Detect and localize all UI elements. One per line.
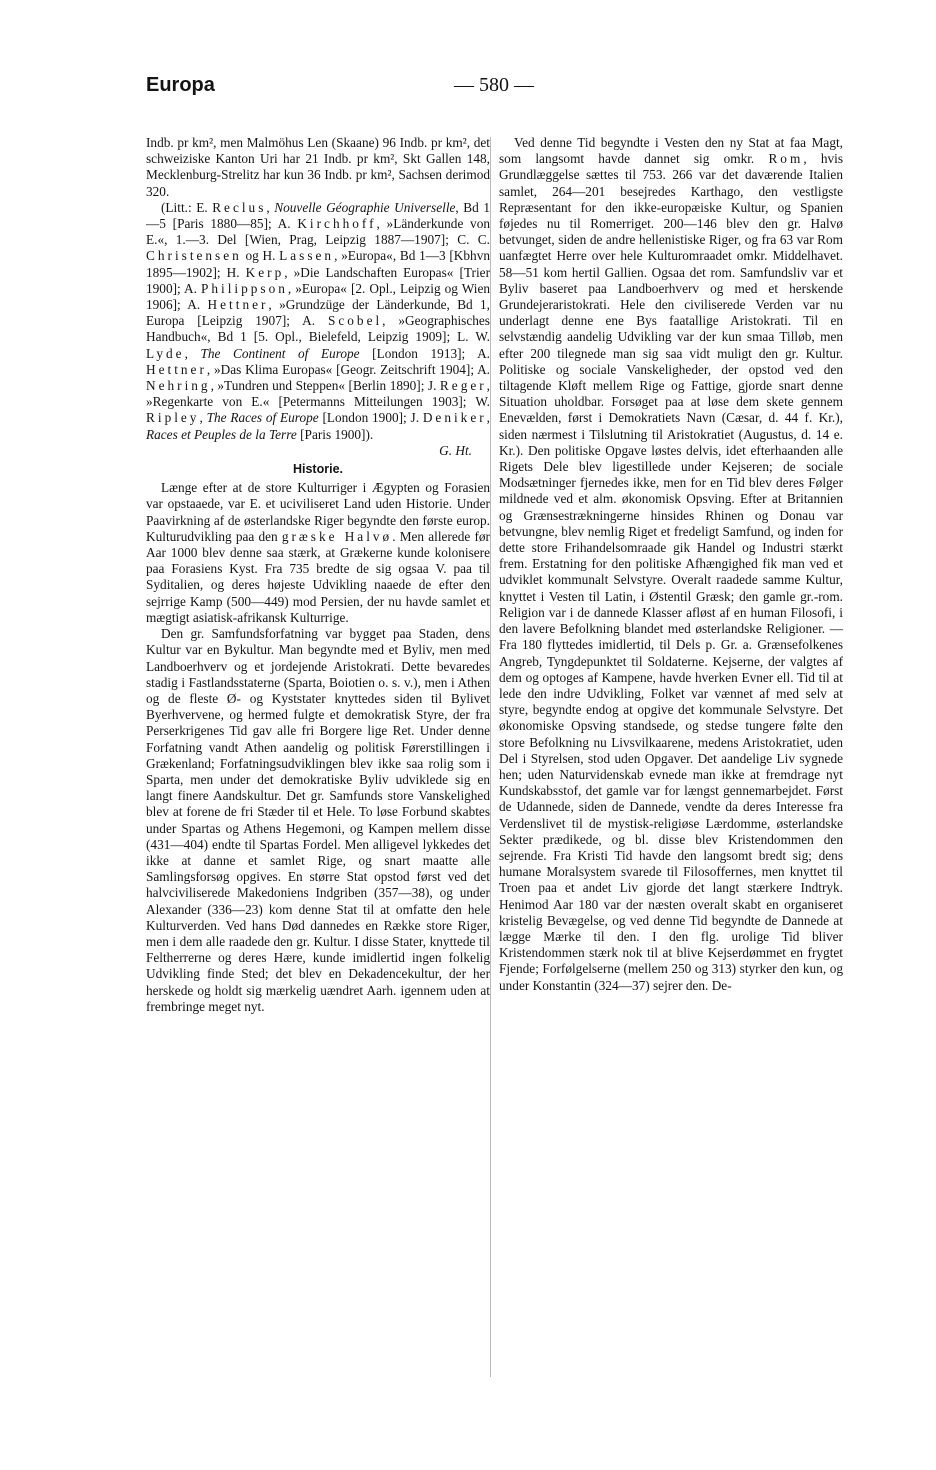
column-divider <box>490 137 491 1377</box>
lit-author: Scobel <box>327 313 383 329</box>
text-run: , hvis Grundlæggelse sættes til 753. 266 var det daværende Italien samlet, 264—201 besejredes Karthago, den vestligste Repræsentant for den ikke-europæiske Kultur, og Spanien føjedes nu til Romerriget. 200—146 blev den gr. Halvø betvunget, siden de andre hellenistiske Riger, og fra 63 var Rom uanfægtet Herre over hele Kulturomraadet omkr. Middelhavet. 58—51 kom hertil Gallien. Ogsaa det rom. Samfundsliv var et Byliv baseret paa Landboerhverv og med et herskende Grundejeraristokrati. Hele den civiliserede Verden var nu underlagt denne ene Bys faatallige Aristokrati. Til en selvstændig aandelig Udvikling var der kun smaa Tilløb, men efter 200 tilegnede man sig saa vidt muligt den gr. Kultur. Politiske og sociale Vanskeligheder, der opstod ved den tiltagende Kløft mellem Rige og Fattige, gjorde snart denne Situation uholdbar. Forsøget paa at løse dem skete gennem Enevælden, først i Demokratiets Navn (Cæsar, d. 44 f. Kr.), siden nærmest i Tilslutning til Aristokratiet (Augustus, d. 14 e. Kr.). Den politiske Opgave løstes delvis, idet efterhaanden alle Rigets Dele blev ligestillede under Kejseren; de sociale Modsætninger fjernedes ikke, men for en Tid blev deres Følger mildnede ved et alm. økonomisk Opsving. Efter at Britannien og Grænsestrækningerne hinsides Rhinen og Donau var betvungne, blev nemlig Riget et fredeligt Samfund, og inden for dette store Frihandelsomraade gik Handel og Industri stærkt frem. Erstatning for den politiske Afhængighed fik man ved et udviklet kommunalt Selvstyre. Overalt raadede samme Kultur, knyttet i Vesten til Latin, i Østentil Græsk; den gamle gr.-rom. Religion var i de dannede Klasser afløst af en human Filosofi, i den lavere Befolkning blandet med østerlandske Religioner. — Fra 180 flyttedes imidlertid, til Dels p. Gr. a. Grænsefolkenes Angreb, Tyngdepunktet til Soldaterne. Kejserne, der valgtes af dem og optoges af Kampene, havde hverken Evner ell. Tid til at lede den indre Udvikling, Folket var vænnet af med selv at styre, begyndte endog at opgive det kommunale Selvstyre. Det økonomiske Opsving standsede, og stedse tungere følte den store Befolkning nu Livsvilkaarene, medens Aristokratiet, uden Del i Styrelsen, stod uden Opgaver. Det aandelige Liv sygnede hen; uden Naturvidenskab evnede man ikke at fremdrage nyt Kundskabsstof, det gamle var for længst gennemarbejdet. Først de Udannede, siden de Dannede, vendte da deres Interesse fra Verdenslivet til de mystisk-religiøse Lærdomme, østerlandske Sekter prædikede, og bl. disse blev Kristendommen den sejrende. Fra Kristi Tid havde den langsomt bredt sig; dens humane Moralsystem svarede til Filosoffernes, men knyttet til Troen paa et andet Liv gjorde det langt stærkere Indtryk. Henimod Aar 180 var der næsten overalt skabt en organiseret kristelig Bevægelse, og ved denne Tid begyndte de Dannede at lægge Mærke til den. I den flg. urolige Tid bliver Kristendommen stærk nok til at blive Kejserdømmet en frygtet Fjende; Forfølgelserne (mellem 250 og 313) styrker den kun, og under Konstantin (324—37) sejrer den. De- <box>499 151 843 993</box>
lit-text: , »Regenkarte von E.« [Petermanns Mitteilungen 1903]; W. <box>146 378 490 410</box>
spaced-term: græske Halvø <box>281 528 393 544</box>
paragraph-greece <box>146 480 490 626</box>
lit-author: Hettner <box>207 297 269 313</box>
lit-text: , <box>184 345 201 361</box>
right-column <box>499 135 843 994</box>
lit-text: , »Die Landschaften Europas« [Trier 1900]; A. <box>146 264 490 296</box>
lit-text: , »Geographisches Handbuch«, Bd 1 [5. Opl., Bielefeld, Leipzig 1909]; L. W. <box>146 313 490 345</box>
lit-text: [Paris 1900]). <box>296 426 374 442</box>
lit-author: Reger <box>439 378 487 394</box>
lit-text: , »Länderkunde von E.«, 1.—3. Del [Wien, Prag, Leipzig 1887—1907]; C. C. <box>146 216 490 248</box>
lit-text: (Litt.: E. <box>161 199 213 215</box>
lit-title: Races et Peuples de la Terre <box>146 426 297 442</box>
lit-text: , <box>486 410 490 426</box>
lit-text: [London 1913]; A. <box>359 345 490 361</box>
lit-author: Kerp <box>245 264 285 280</box>
text-run: Ved denne Tid begyndte i Vesten den ny Stat at faa Magt, som langsomt havde dannet sig omkr. <box>499 135 843 167</box>
text-run: . Men allerede før Aar 1000 blev denne saa stærk, at Grækerne kunde kolonisere paa Forasiens Kyst. Fra 735 bredte de sig ogsaa V. paa til Syditalien, og deres højeste Udvikling naaede de efter den sejrrige Kamp (500—449) mod Persien, der nu havde samlet et mægtigt asiatisk-afrikansk Kulturrige. <box>146 528 490 625</box>
lit-author: Reclus <box>212 199 267 215</box>
lit-text: , »Grundzüge der Länderkunde, Bd 1, Europa [Leipzig 1907]; A. <box>146 297 490 329</box>
lit-text: , »Tundren und Steppen« [Berlin 1890]; J. <box>210 378 440 394</box>
author-signature: G. Ht. <box>439 442 472 458</box>
paragraph-density: Indb. pr km², men Malmöhus Len (Skaane) 96 Indb. pr km², det schweiziske Kanton Uri har 21 Indb. pr km², Skt Gallen 148, Mecklenburg-Strelitz har kun 36 Indb. pr km², Sachsen derimod 320. <box>146 135 490 199</box>
lit-text: , <box>199 410 207 426</box>
lit-title: The Continent of Europe <box>200 345 360 361</box>
lit-text: , »Europa«, Bd 1—3 [Kbhvn 1895—1902]; H. <box>146 248 491 280</box>
left-column <box>146 135 490 1015</box>
lit-author: Hettner <box>146 361 207 377</box>
running-title: Europa <box>146 74 215 96</box>
lit-text: , »Das Klima Europas« [Geogr. Zeitschrift 1904]; A. <box>206 361 490 377</box>
lit-text: , <box>266 199 275 215</box>
lit-text: og H. <box>241 248 280 264</box>
paragraph-greek-society: Den gr. Samfundsforfatning var bygget paa Staden, dens Kultur var en Bykultur. Man begyndte med et Byliv, men med Landboerhverv og et jordejende Aristokrati. Dette bevaredes stadig i Fastlandsstaterne (Sparta, Boiotien o. s. v.), men i Athen og de fleste Ø- og Kyststater knyttedes siden til Bylivet Byerhvervene, og hermed fulgte et demokratisk Styre, der fra Perserkrigenes Tid gav alle fri Borgere lige Ret. Under denne Forfatning vandt Athen aandelig og politisk Førerstillingen i Grækenland; Forfatningsudviklingen blev ikke saa rolig som i Sparta, men under det demokratiske Byliv udviklede sig en langt finere Aandskultur. Det gr. Samfunds store Vanskelighed blev at forene de fri Stæder til et Hele. To løse Forbund skabtes under Spartas og Athens Hegemoni, og Kampen mellem disse (431—404) endte til Spartas Fordel. Men alligevel lykkedes det ikke at danne et samlet Rige, og snart maatte alle Samlingsforsøg opgives. En større Stat opstod først ved det halvciviliserede Makedoniens Indgriben (357—38), og under Alexander (336—23) kom denne Stat til at omfatte den hele Kulturverden. Ved hans Død dannedes en Række store Riger, men i dem alle raadede den gr. Kultur. I disse Stater, knyttede til Feltherrerne og deres Hære, kunde imidlertid ingen folkelig Udvikling finde Sted; det blev en Dekadencekultur, der her herskede og holdt sig mærkelig uændret Aarh. igennem uden at frembringe meget nyt. <box>146 626 490 1014</box>
page-number: — 580 — <box>454 74 534 96</box>
lit-author: Kirchhoff <box>297 216 377 232</box>
lit-author: Philippson <box>200 280 288 296</box>
section-heading: Historie. <box>292 462 343 477</box>
lit-author: Nehring <box>146 378 211 394</box>
lit-author: Lassen <box>279 248 335 264</box>
text-run: Længe efter at de store Kulturriger i Ægypten og Forasien var opstaaede, var E. et uciviliseret Land uden Historie. Under Paavirkning af de østerlandske Riger begyndte den første europ. Kulturudvikling paa den <box>146 480 490 544</box>
lit-text: , »Europa« [2. Opl., Leipzig og Wien 1906]; A. <box>146 280 490 313</box>
page-header <box>146 74 782 106</box>
lit-text: , Bd 1—5 [Paris 1880—85]; A. <box>146 199 490 232</box>
lit-title: Nouvelle Géographie Universelle <box>274 199 456 215</box>
lit-text: [London 1900]; J. <box>318 410 423 426</box>
paragraph-rome <box>499 135 843 994</box>
lit-author: Lyde <box>146 345 185 361</box>
spaced-term: Rom <box>768 151 804 167</box>
lit-author: Ripley <box>146 410 200 426</box>
lit-author: Christensen <box>146 248 242 264</box>
lit-author: Deniker <box>422 410 487 426</box>
literature-references <box>146 200 490 443</box>
lit-title: The Races of Europe <box>206 410 319 426</box>
